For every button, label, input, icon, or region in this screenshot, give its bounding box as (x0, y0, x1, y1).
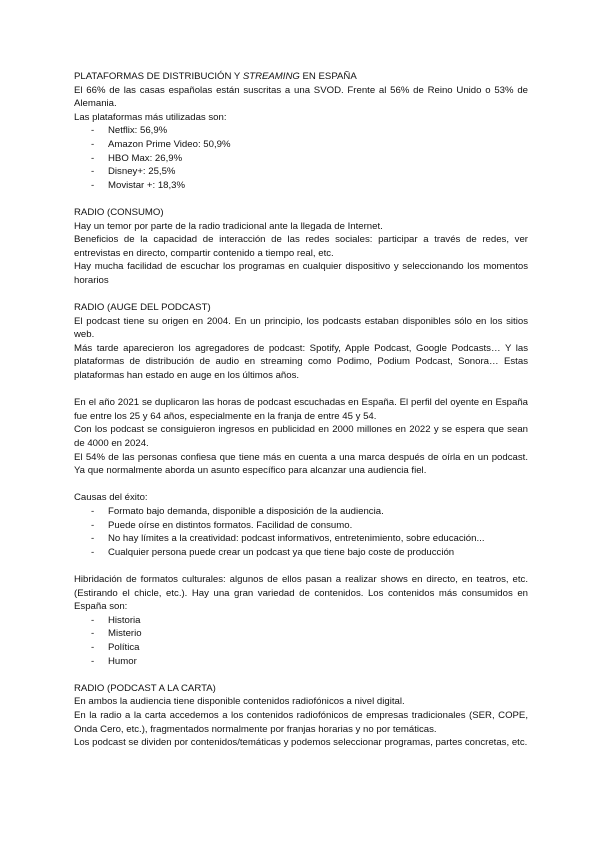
list-item: - No hay límites a la creatividad: podcast informativos, entretenimiento, sobre educación... (91, 533, 485, 545)
list-item: - Humor (91, 655, 137, 667)
platforms-list (74, 124, 528, 192)
section-heading-plataformas: PLATAFORMAS DE DISTRIBUCIÓN Y STREAMING EN ESPAÑA (74, 71, 357, 82)
paragraph: Hay mucha facilidad de escuchar los programas en cualquier dispositivo y seleccionando los momentos horarios (74, 261, 528, 286)
paragraph: El 54% de las personas confiesa que tiene más en cuenta a una marca después de oírla en un podcast. Ya que normalmente aborda un asunto específico para alcanzar una audiencia fiel. (74, 451, 528, 477)
paragraph: En la radio a la carta accedemos a los contenidos radiofónicos de empresas tradicionales (SER, COPE, Onda Cero, etc.), fragmentados normalmente por franjas horarias y no por temáticas. (74, 709, 528, 735)
list-item: - Puede oírse en distintos formatos. Facilidad de consumo. (91, 519, 353, 531)
contents-list (74, 614, 528, 668)
section-heading-auge-podcast: RADIO (AUGE DEL PODCAST) (74, 302, 211, 314)
causes-list (74, 505, 528, 559)
paragraph: Las plataformas más utilizadas son: (74, 111, 227, 123)
paragraph: Los podcast se dividen por contenidos/temáticas y podemos seleccionar programas, partes concretas, etc. (74, 737, 528, 749)
paragraph: Con los podcast se consiguieron ingresos en publicidad en 2000 millones en 2022 y se espera que sean de 4000 en 2024. (74, 424, 528, 450)
paragraph: Más tarde aparecieron los agregadores de podcast: Spotify, Apple Podcast, Google Podcasts… Y las plataformas de distribución de audio en streaming como Podimo, Podium Podcast, Sonora… Estas plataformas han estado en auge en los últimos años. (74, 342, 528, 382)
paragraph: Beneficios de la capacidad de interacción de las redes sociales: participar a través de redes, ver entrevistas en directo, compartir contenido a tiempo real, etc. (74, 234, 528, 259)
list-item: - Política (91, 641, 140, 653)
list-item: - Formato bajo demanda, disponible a disposición de la audiencia. (91, 506, 384, 517)
list-item: - Netflix: 56,9% (91, 125, 168, 137)
list-item: - Cualquier persona puede crear un podcast ya que tiene bajo coste de producción (91, 546, 455, 558)
paragraph: En el año 2021 se duplicaron las horas de podcast escuchadas en España. El perfil del oyente en España fue entre los 25 y 64 años, especialmente en la franja de entre 45 y 54. (74, 397, 528, 422)
section-heading-causas: Causas del éxito: (74, 492, 148, 504)
paragraph: El 66% de las casas españolas están suscritas a una SVOD. Frente al 56% de Reino Unido o 53% de Alemania. (74, 84, 528, 110)
list-item: - HBO Max: 26,9% (91, 152, 183, 164)
paragraph: Hay un temor por parte de la radio tradicional ante la llegada de Internet. (74, 220, 383, 232)
list-item: - Amazon Prime Video: 50,9% (91, 138, 231, 150)
section-heading-consumo: RADIO (CONSUMO) (74, 206, 164, 218)
list-item: - Disney+: 25,5% (91, 166, 176, 178)
document-page (74, 70, 528, 750)
list-item: - Movistar +: 18,3% (91, 179, 186, 191)
paragraph: Hibridación de formatos culturales: algunos de ellos pasan a realizar shows en directo, en teatros, etc. (Estirando el chicle, etc.). Hay una gran variedad de contenidos. Los contenidos más consumidos en España son: (74, 573, 528, 613)
list-item: - Misterio (91, 628, 142, 640)
paragraph: En ambos la audiencia tiene disponible contenidos radiofónicos a nivel digital. (74, 696, 405, 708)
section-heading-podcast-carta: RADIO (PODCAST A LA CARTA) (74, 682, 216, 694)
list-item: - Historia (91, 614, 141, 626)
paragraph: El podcast tiene su origen en 2004. En un principio, los podcasts estaban disponibles sólo en los sitios web. (74, 315, 528, 341)
